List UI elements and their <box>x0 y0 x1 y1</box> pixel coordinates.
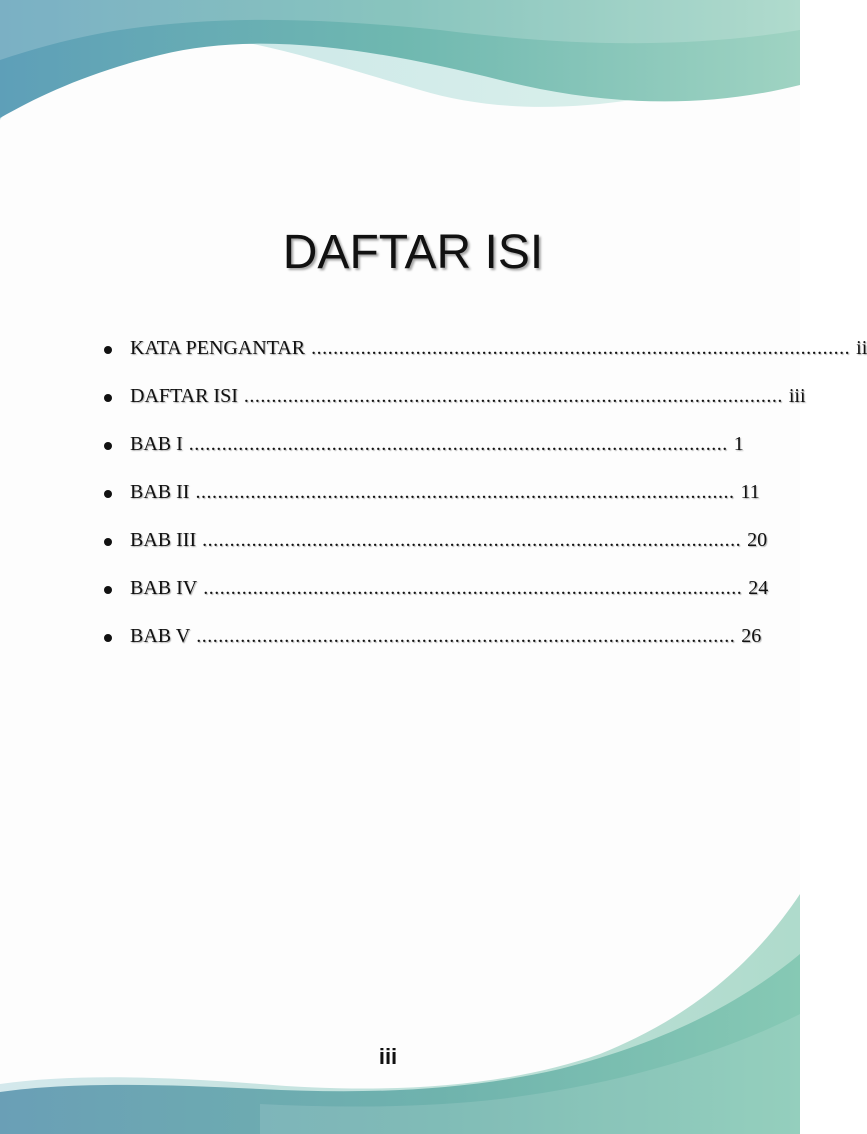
toc-page: 1 <box>733 433 744 455</box>
page-title: DAFTAR ISI <box>282 226 544 279</box>
toc-item-kata-pengantar[interactable] <box>100 337 867 385</box>
toc-label: DAFTAR ISI <box>130 385 238 407</box>
toc-label: BAB I <box>130 433 183 455</box>
toc-leader: .................................................................................................. <box>243 385 783 407</box>
top-wave-decoration <box>0 0 800 160</box>
toc-leader: .................................................................................................. <box>203 577 743 599</box>
toc-item-bab-ii[interactable] <box>100 481 760 529</box>
toc-leader: .................................................................................................. <box>188 433 728 455</box>
toc-label: BAB II <box>130 481 190 503</box>
toc-leader: .................................................................................................. <box>311 337 851 359</box>
toc-label: BAB III <box>130 529 197 551</box>
toc-page: iii <box>788 385 806 407</box>
bullet-icon <box>104 634 112 642</box>
toc-item-bab-v[interactable] <box>100 625 762 673</box>
bullet-icon <box>104 442 112 450</box>
toc-page: 26 <box>741 625 762 647</box>
toc-item-bab-iii[interactable] <box>100 529 768 577</box>
bullet-icon <box>104 394 112 402</box>
bullet-icon <box>104 346 112 354</box>
table-of-contents <box>100 337 867 673</box>
toc-page: 11 <box>740 481 760 503</box>
toc-label: BAB V <box>130 625 191 647</box>
toc-item-bab-iv[interactable] <box>100 577 769 625</box>
toc-label: BAB IV <box>130 577 198 599</box>
bottom-wave-decoration <box>0 894 800 1134</box>
page-number: iii <box>378 1044 398 1069</box>
toc-item-daftar-isi[interactable] <box>100 385 806 433</box>
toc-page: 24 <box>748 577 769 599</box>
bullet-icon <box>104 490 112 498</box>
toc-item-bab-i[interactable] <box>100 433 744 481</box>
bullet-icon <box>104 586 112 594</box>
toc-label: KATA PENGANTAR <box>130 337 306 359</box>
toc-leader: .................................................................................................. <box>202 529 742 551</box>
toc-leader: .................................................................................................. <box>196 625 736 647</box>
toc-page: 20 <box>747 529 768 551</box>
toc-page: ii <box>856 337 867 359</box>
bullet-icon <box>104 538 112 546</box>
toc-leader: .................................................................................................. <box>195 481 735 503</box>
